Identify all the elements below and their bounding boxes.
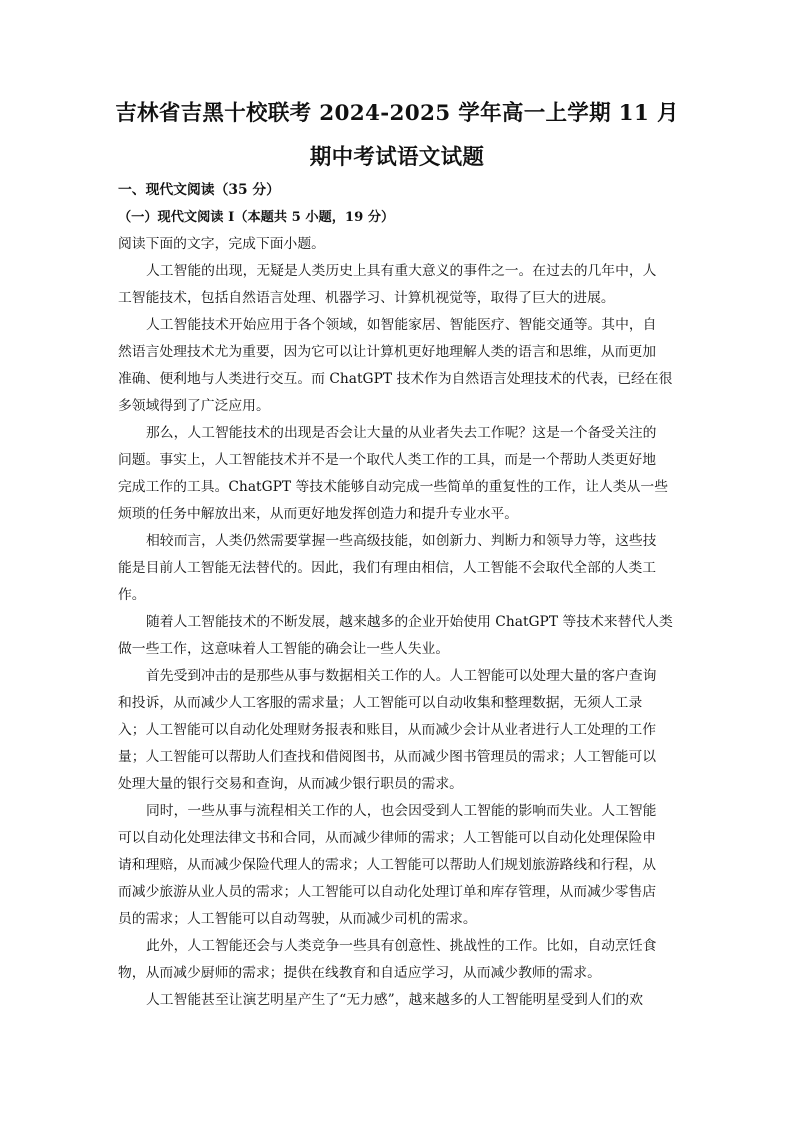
reading-instruction: 阅读下面的文字，完成下面小题。 <box>118 236 325 252</box>
passage-line: 能是目前人工智能无法替代的。因此，我们有理由相信，人工智能不会取代全部的人类工 <box>118 560 657 576</box>
passage-line: 请和理赔，从而减少保险代理人的需求；人工智能可以帮助人们规划旅游路线和行程，从 <box>118 857 657 873</box>
document-title-line1: 吉林省吉黑十校联考 2024-2025 学年高一上学期 11 月 <box>115 101 679 126</box>
passage-line: 量；人工智能可以帮助人们查找和借阅图书，从而减少图书管理员的需求；人工智能可以 <box>118 749 657 765</box>
passage-line: 和投诉，从而减少人工客服的需求量；人工智能可以自动收集和整理数据，无须人工录 <box>118 695 643 711</box>
passage-line: 然语言处理技术尤为重要，因为它可以让计算机更好地理解人类的语言和思维，从而更加 <box>118 344 657 360</box>
passage-line: 多领域得到了广泛应用。 <box>118 398 270 414</box>
passage-line: 人工智能技术开始应用于各个领域，如智能家居、智能医疗、智能交通等。其中，自 <box>146 317 657 333</box>
passage-line: 做一些工作，这意味着人工智能的确会让一些人失业。 <box>118 641 450 657</box>
document-body <box>118 177 678 1014</box>
passage-line: 处理大量的银行交易和查询，从而减少银行职员的需求。 <box>118 776 463 792</box>
passage-line: 随着人工智能技术的不断发展，越来越多的企业开始使用 ChatGPT 等技术来替代人类 <box>146 614 673 630</box>
passage-line: 此外，人工智能还会与人类竞争一些具有创意性、挑战性的工作。比如，自动烹饪食 <box>146 938 657 954</box>
passage-line: 准确、便利地与人类进行交互。而 ChatGPT 技术作为自然语言处理技术的代表，已经在很 <box>118 371 673 387</box>
passage-line: 那么，人工智能技术的出现是否会让大量的从业者失去工作呢？这是一个备受关注的 <box>146 425 657 441</box>
passage-line: 作。 <box>118 587 146 603</box>
passage-text <box>118 258 678 1014</box>
passage-line: 烦琐的任务中解放出来，从而更好地发挥创造力和提升专业水平。 <box>118 506 519 522</box>
section-heading: 一、现代文阅读（35 分） <box>118 182 280 198</box>
passage-line: 人工智能甚至让演艺明星产生了“无力感”，越来越多的人工智能明星受到人们的欢 <box>146 992 643 1008</box>
subsection-heading: （一）现代文阅读 I（本题共 5 小题，19 分） <box>118 210 395 225</box>
passage-line: 员的需求；人工智能可以自动驾驶，从而减少司机的需求。 <box>118 911 477 927</box>
passage-line: 工智能技术，包括自然语言处理、机器学习、计算机视觉等，取得了巨大的进展。 <box>118 290 615 306</box>
passage-line: 相较而言，人类仍然需要掌握一些高级技能，如创新力、判断力和领导力等，这些技 <box>146 533 657 549</box>
passage-line: 同时，一些从事与流程相关工作的人，也会因受到人工智能的影响而失业。人工智能 <box>146 803 657 819</box>
passage-line: 问题。事实上，人工智能技术并不是一个取代人类工作的工具，而是一个帮助人类更好地 <box>118 452 657 468</box>
passage-line: 完成工作的工具。ChatGPT 等技术能够自动完成一些简单的重复性的工作，让人类从一些 <box>118 479 668 495</box>
passage-line: 人工智能的出现，无疑是人类历史上具有重大意义的事件之一。在过去的几年中，人 <box>146 263 657 279</box>
passage-line: 物，从而减少厨师的需求；提供在线教育和自适应学习，从而减少教师的需求。 <box>118 965 601 981</box>
passage-line: 首先受到冲击的是那些从事与数据相关工作的人。人工智能可以处理大量的客户查询 <box>146 668 657 684</box>
document-title-line2: 期中考试语文试题 <box>309 145 485 170</box>
passage-line: 入；人工智能可以自动化处理财务报表和账目，从而减少会计从业者进行人工处理的工作 <box>118 722 657 738</box>
passage-line: 可以自动化处理法律文书和合同，从而减少律师的需求；人工智能可以自动化处理保险申 <box>118 830 657 846</box>
passage-line: 而减少旅游从业人员的需求；人工智能可以自动化处理订单和库存管理，从而减少零售店 <box>118 884 657 900</box>
